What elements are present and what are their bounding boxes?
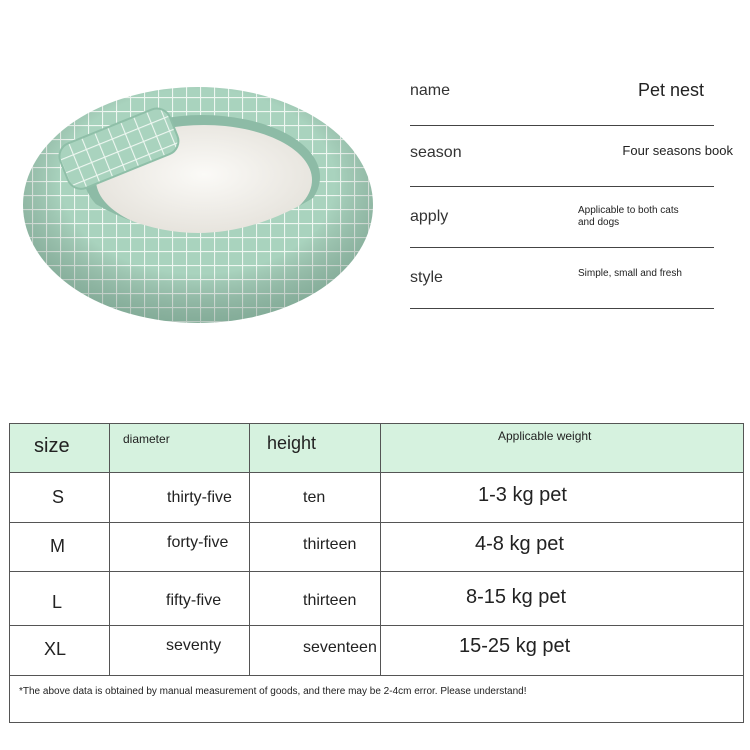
cell-height: ten: [303, 489, 326, 506]
spec-label: season: [410, 144, 462, 161]
cell-size: S: [52, 487, 65, 507]
spec-row-apply: [410, 205, 714, 235]
divider: [249, 424, 250, 675]
cell-diameter: forty-five: [167, 534, 229, 551]
table-header-bg: [10, 424, 743, 472]
divider: [410, 247, 714, 248]
cell-height: thirteen: [303, 592, 357, 609]
table-note: *The above data is obtained by manual measurement of goods, and there may be 2-4cm error. Please understand!: [19, 686, 527, 697]
header-size: size: [34, 435, 70, 457]
cell-height: thirteen: [303, 536, 357, 553]
cell-diameter: seventy: [166, 637, 222, 654]
divider: [10, 522, 743, 523]
spec-row-season: [410, 142, 733, 166]
cell-weight: 15-25 kg pet: [459, 635, 571, 657]
cell-diameter: fifty-five: [166, 592, 222, 609]
spec-row-name: [410, 80, 714, 104]
cell-size: XL: [44, 639, 67, 659]
divider: [380, 424, 381, 675]
cell-size: L: [52, 592, 63, 612]
divider: [10, 625, 743, 626]
divider: [10, 571, 743, 572]
divider: [10, 675, 743, 676]
divider: [410, 186, 714, 187]
divider: [410, 125, 714, 126]
spec-value: Pet nest: [637, 80, 704, 100]
spec-value: Simple, small and fresh: [578, 268, 682, 279]
header-diameter: diameter: [123, 432, 170, 446]
spec-label: name: [410, 82, 451, 99]
divider: [10, 472, 743, 473]
spec-value: Four seasons book: [622, 143, 733, 158]
cell-height: seventeen: [303, 639, 377, 656]
size-table: [9, 423, 744, 723]
divider: [410, 308, 714, 309]
pet-bed-image: [18, 55, 378, 330]
divider: [109, 424, 110, 675]
spec-row-style: [410, 268, 714, 292]
spec-label: style: [410, 269, 443, 286]
header-weight: Applicable weight: [498, 429, 592, 443]
cell-weight: 8-15 kg pet: [466, 586, 567, 608]
cell-diameter: thirty-five: [167, 489, 232, 506]
cell-weight: 4-8 kg pet: [475, 533, 564, 555]
cell-size: M: [50, 536, 65, 556]
spec-label: apply: [410, 208, 449, 225]
spec-value: Applicable to both cats and dogs: [578, 205, 679, 228]
cell-weight: 1-3 kg pet: [478, 484, 567, 506]
header-height: height: [267, 433, 317, 453]
